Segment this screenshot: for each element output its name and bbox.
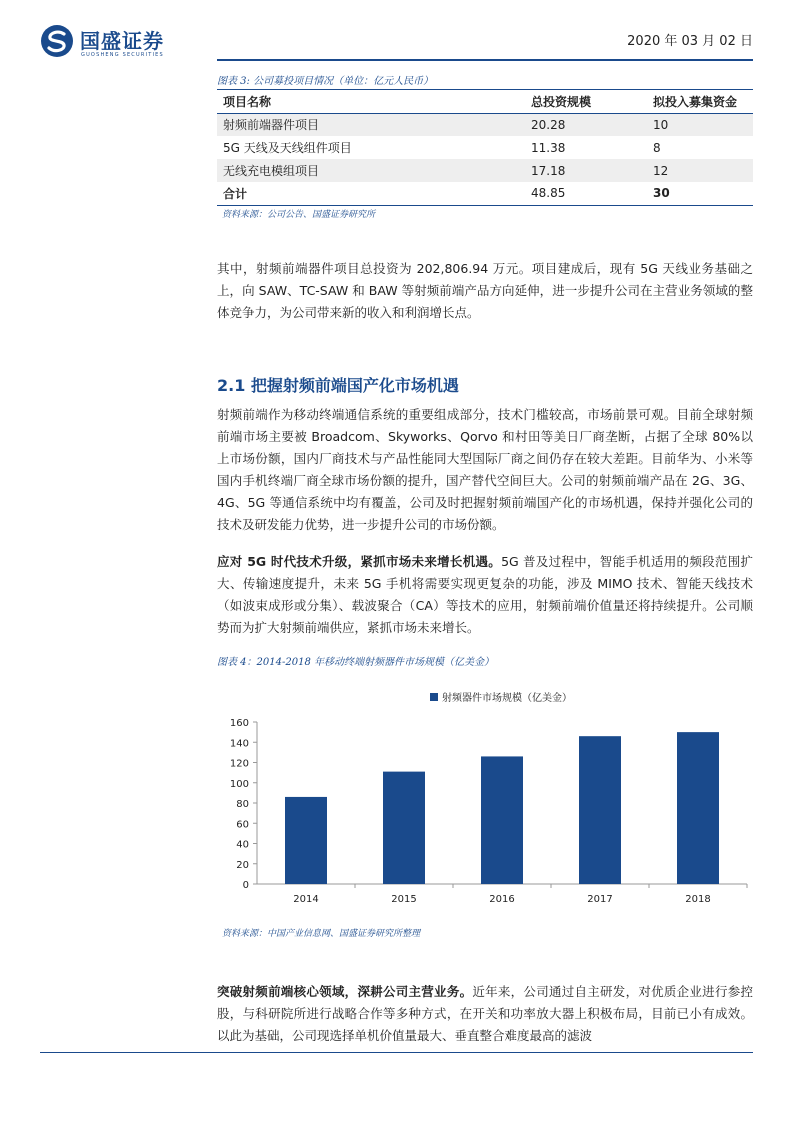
table-total-row <box>217 182 753 205</box>
table-row <box>217 113 753 136</box>
logo-text-cn: 国盛证券 <box>80 29 164 53</box>
chart-container <box>217 675 753 925</box>
company-logo <box>40 20 170 60</box>
bar-2016 <box>481 756 523 884</box>
y-tick-label: 140 <box>229 738 249 750</box>
logo-mark-icon <box>40 24 74 58</box>
table-source: 资料来源：公司公告、国盛证券研究所 <box>222 210 376 220</box>
table-row <box>217 136 753 159</box>
paragraph-lead: 突破射频前端核心领域，深耕公司主营业务。 <box>217 984 473 999</box>
y-tick-label: 100 <box>229 778 249 790</box>
paragraph-text: 5G 普及过程中，智能手机适用的频段范围扩大、传输速度提升，未来 5G 手机将需要实现更复杂的功能，涉及 MIMO 技术、智能天线技术（如波束成形或分集）、载波聚合（CA）等技术的应用，射频前端价值量还将持续提升。公司顺势而为扩大射频前端供应，紧抓市场未来增长。 <box>217 554 753 635</box>
legend-label: 射频器件市场规模（亿美金） <box>442 693 572 704</box>
paragraph-core-business <box>217 981 753 1047</box>
table-cell: 射频前端器件项目 <box>217 113 525 136</box>
table-header-row <box>217 90 753 113</box>
table-cell: 48.85 <box>525 182 647 205</box>
section-title: 2.1 把握射频前端国产化市场机遇 <box>217 376 459 395</box>
table-cell: 17.18 <box>525 159 647 182</box>
y-tick-label: 160 <box>229 718 249 729</box>
x-tick-label: 2014 <box>293 894 319 905</box>
logo-text-en: GUOSHENG SECURITIES <box>81 52 164 58</box>
table-caption: 图表 3: 公司募投项目情况（单位：亿元人民币） <box>217 76 434 87</box>
y-tick-label: 40 <box>236 839 249 851</box>
paragraph-rf-project: 其中，射频前端器件项目总投资为 202,806.94 万元。项目建成后，现有 5G 天线业务基础之上，向 SAW、TC-SAW 和 BAW 等射频前端产品方向延伸，进一步提升公司在主营业务领域的整体竞争力，为公司带来新的收入和利润增长点。 <box>217 261 753 320</box>
x-tick-label: 2015 <box>391 894 417 905</box>
y-tick-label: 60 <box>236 819 249 831</box>
table-cell: 10 <box>647 113 753 136</box>
paragraph-text: 近年来，公司通过自主研发，对优质企业进行参控股，与科研院所进行战略合作等多种方式，在开关和功率放大器上积极布局，目前已小有成效。以此为基础，公司现选择单机价值量最大、垂直整合难度最高的滤波 <box>217 984 753 1043</box>
table-cell: 8 <box>653 140 661 155</box>
table-cell: 无线充电模组项目 <box>217 159 525 182</box>
page-header <box>0 0 793 62</box>
x-tick-label: 2017 <box>587 894 613 905</box>
y-tick-label: 20 <box>236 859 249 871</box>
header-divider <box>217 59 753 61</box>
y-tick-label: 120 <box>229 758 249 770</box>
y-tick-label: 80 <box>236 799 249 810</box>
table-row <box>217 159 753 182</box>
paragraph-5g-upgrade <box>217 551 753 639</box>
legend-swatch <box>430 693 438 701</box>
x-tick-label: 2018 <box>685 894 711 905</box>
bar-2017 <box>579 736 621 884</box>
footer-divider <box>40 1052 753 1053</box>
col-header-raised: 拟投入募集资金 <box>647 90 753 113</box>
chart-caption: 图表 4：2014-2018 年移动终端射频器件市场规模（亿美金） <box>217 657 494 668</box>
table-cell: 30 <box>647 182 753 205</box>
y-tick-label: 0 <box>242 880 249 891</box>
table-cell: 11.38 <box>531 140 566 155</box>
col-header-project: 项目名称 <box>217 90 525 113</box>
paragraph-rf-market: 射频前端作为移动终端通信系统的重要组成部分，技术门槛较高，市场前景可观。目前全球射频前端市场主要被 Broadcom、Skyworks、Qorvo 和村田等美日厂商垄断，占据了全球 80%以上市场份额，国内厂商技术与产品性能同大型国际厂商之间仍存在较大差距。目前华为、小米等国内手机终端厂商全球市场份额的提升，国产替代空间巨大。公司的射频前端产品在 2G、3G、4G、5G 等通信系统中均有覆盖，公司及时把握射频前端国产化的市场机遇，保持并强化公司的技术及研发能力优势，进一步提升公司的市场份额。 <box>217 407 753 532</box>
x-tick-label: 2016 <box>489 894 515 905</box>
chart-source: 资料来源：中国产业信息网、国盛证券研究所整理 <box>222 929 421 939</box>
table-cell: 5G 天线及天线组件项目 <box>223 141 352 155</box>
paragraph-lead: 应对 5G 时代技术升级，紧抓市场未来增长机遇。 <box>217 554 502 569</box>
col-header-total: 总投资规模 <box>525 90 647 113</box>
investment-table <box>217 90 753 206</box>
rf-market-bar-chart <box>217 675 753 925</box>
table-cell: 12 <box>647 159 753 182</box>
table-cell: 20.28 <box>525 113 647 136</box>
bar-2015 <box>383 772 425 884</box>
table-cell: 合计 <box>217 182 525 205</box>
bar-2014 <box>285 797 327 884</box>
bar-2018 <box>677 732 719 884</box>
report-date: 2020 年 03 月 02 日 <box>627 34 753 49</box>
